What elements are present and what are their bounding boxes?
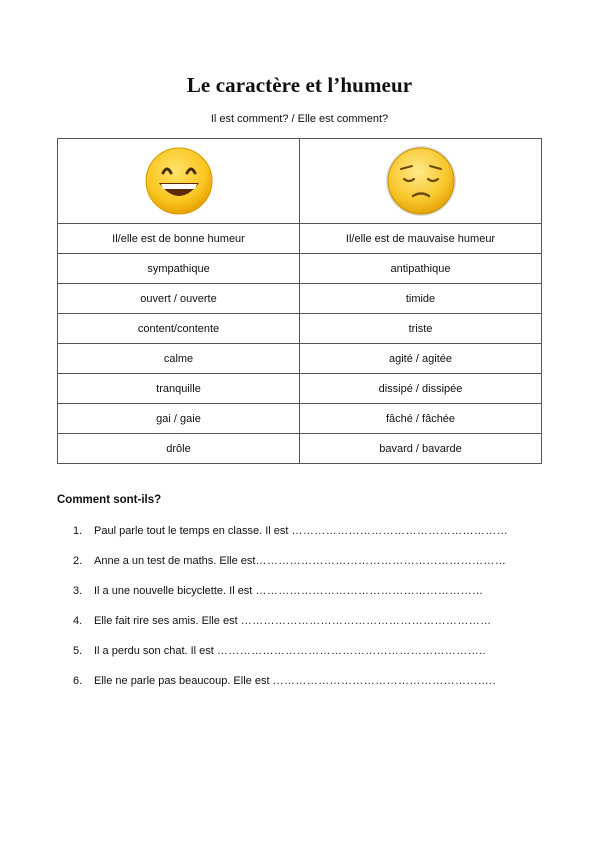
exercise-item xyxy=(73,666,543,696)
positive-adjective: calme xyxy=(58,344,300,374)
item-number: 2. xyxy=(73,555,83,567)
item-text: Paul parle tout le temps en classe. Il est xyxy=(94,525,292,537)
exercise-title: Comment sont-ils? xyxy=(57,494,162,506)
negative-adjective: agité / agitée xyxy=(300,344,542,374)
positive-adjective: tranquille xyxy=(58,374,300,404)
item-text: Anne a un test de maths. Elle est xyxy=(94,555,256,567)
exercise-item xyxy=(73,576,543,606)
positive-adjective: drôle xyxy=(58,434,300,464)
item-text: Il a une nouvelle bicyclette. Il est xyxy=(94,585,256,597)
answer-blank[interactable]: ………………………………………………… xyxy=(291,525,509,537)
item-number: 6. xyxy=(73,675,83,687)
vocabulary-table xyxy=(57,138,542,464)
bad-mood-emoji-cell xyxy=(300,139,542,224)
grinning-face-icon xyxy=(143,145,215,217)
table-row xyxy=(58,254,542,284)
negative-adjective: antipathique xyxy=(300,254,542,284)
table-row xyxy=(58,284,542,314)
answer-blank[interactable]: ………………………………………………….. xyxy=(272,675,497,687)
page-title: Le caractère et l’humeur xyxy=(186,73,413,97)
exercise-list xyxy=(73,516,543,696)
positive-adjective: ouvert / ouverte xyxy=(58,284,300,314)
answer-blank[interactable]: ………………………………………………………… xyxy=(240,615,492,627)
exercise-item xyxy=(73,516,543,546)
pensive-face-icon xyxy=(384,144,458,218)
good-mood-header: Il/elle est de bonne humeur xyxy=(58,224,300,254)
bad-mood-header: Il/elle est de mauvaise humeur xyxy=(300,224,542,254)
good-mood-emoji-cell xyxy=(58,139,300,224)
item-text: Elle ne parle pas beaucoup. Elle est xyxy=(94,675,273,687)
exercise-item xyxy=(73,546,543,576)
table-row xyxy=(58,314,542,344)
positive-adjective: sympathique xyxy=(58,254,300,284)
negative-adjective: timide xyxy=(300,284,542,314)
item-text: Elle fait rire ses amis. Elle est xyxy=(94,615,241,627)
positive-adjective: content/contente xyxy=(58,314,300,344)
item-number: 3. xyxy=(73,585,83,597)
table-row xyxy=(58,374,542,404)
item-number: 4. xyxy=(73,615,83,627)
item-number: 5. xyxy=(73,645,83,657)
item-number: 1. xyxy=(73,525,83,537)
item-text: Il a perdu son chat. Il est xyxy=(94,645,217,657)
exercise-item xyxy=(73,636,543,666)
table-row xyxy=(58,434,542,464)
table-row xyxy=(58,344,542,374)
negative-adjective: fâché / fâchée xyxy=(300,404,542,434)
answer-blank[interactable]: …………………………………………………… xyxy=(255,585,484,597)
exercise-item xyxy=(73,606,543,636)
negative-adjective: triste xyxy=(300,314,542,344)
table-row xyxy=(58,404,542,434)
emoji-row xyxy=(58,139,542,224)
answer-blank[interactable]: ………………………………………………………… xyxy=(255,555,507,567)
table-header-row xyxy=(58,224,542,254)
negative-adjective: dissipé / dissipée xyxy=(300,374,542,404)
answer-blank[interactable]: …………………………………………………………….. xyxy=(216,645,487,657)
page-subtitle: Il est comment? / Elle est comment? xyxy=(210,113,389,125)
negative-adjective: bavard / bavarde xyxy=(300,434,542,464)
positive-adjective: gai / gaie xyxy=(58,404,300,434)
